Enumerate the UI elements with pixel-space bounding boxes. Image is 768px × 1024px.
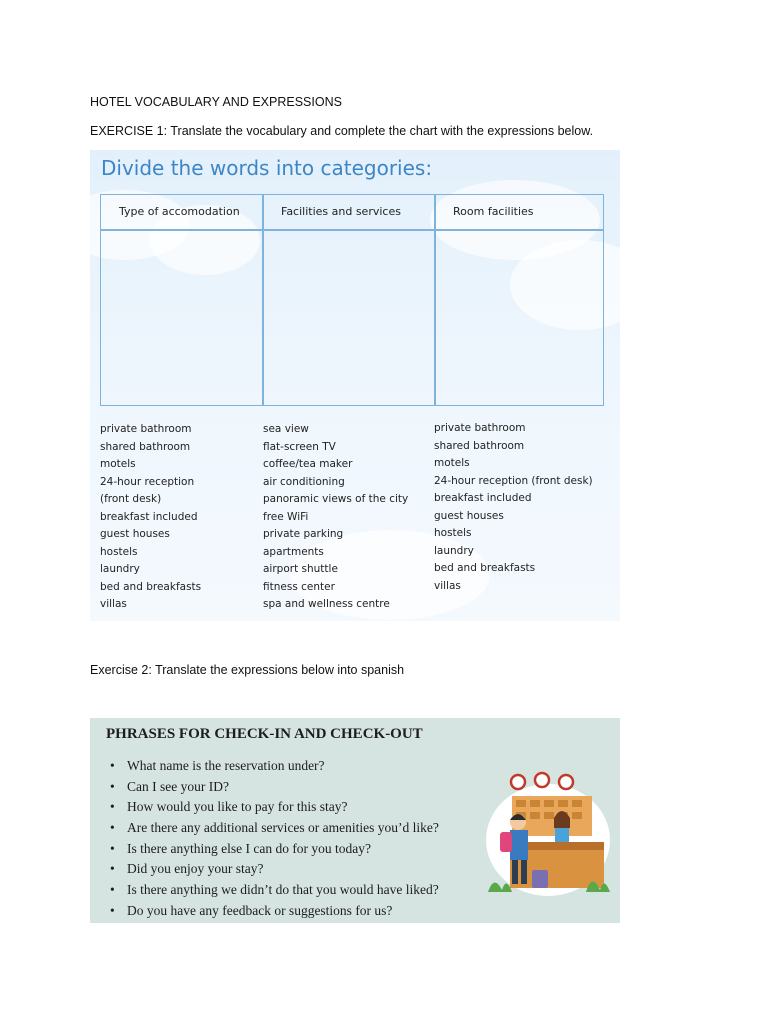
word-item: flat-screen TV [263,440,336,453]
exercise-2-instruction: Exercise 2: Translate the expressions below into spanish [90,663,405,677]
word-item: coffee/tea maker [263,458,353,470]
phrase-text: Is there anything we didn’t do that you would have liked? [127,882,439,898]
word-item: free WiFi [263,510,309,523]
phrases-heading: PHRASES FOR CHECK-IN AND CHECK-OUT [106,726,423,742]
phrase-text: Did you enjoy your stay? [127,861,264,877]
word-item: guest houses [434,509,504,522]
phrase-text: Do you have any feedback or suggestions for us? [127,902,393,918]
hotel-reception-illustration [482,770,614,905]
word-item: motels [434,457,470,469]
word-item: fitness center [263,580,335,593]
word-item: hostels [434,527,472,539]
word-item: bed and breakfasts [100,580,202,593]
header-facilities-and-services: Facilities and services [281,205,401,218]
word-item: villas [100,598,127,610]
categories-worksheet-image [90,150,620,621]
phrase-text: Is there anything else I can do for you today? [127,840,372,856]
word-item: villas [434,579,461,592]
word-item: 24-hour reception (front desk) [434,474,593,487]
phrase-text: Can I see your ID? [127,778,229,794]
phrase-item [110,839,439,860]
word-list-a [100,421,201,614]
word-item: apartments [263,545,324,558]
word-item: panoramic views of the city [263,493,409,505]
word-item: shared bathroom [100,440,191,453]
word-item: bed and breakfasts [434,562,536,574]
phrase-text: Are there any additional services or amenities you’d like? [127,820,439,836]
header-type-of-accommodation: Type of accomodation [119,205,240,218]
word-list-c [434,420,593,595]
word-item: airport shuttle [263,563,338,575]
categories-heading: Divide the words into categories: [101,156,433,180]
phrase-item [110,859,439,880]
phrase-item [110,901,439,922]
phrase-item [110,818,439,839]
phrase-item [110,777,439,798]
word-item: (front desk) [100,493,162,505]
word-item: breakfast included [434,492,532,504]
word-item: private bathroom [100,423,192,435]
word-item: sea view [263,423,309,435]
word-item: spa and wellness centre [263,598,390,610]
phrase-item [110,880,439,901]
word-item: motels [100,458,136,470]
word-item: breakfast included [100,510,198,523]
word-item: laundry [434,544,474,557]
word-item: private parking [263,528,344,540]
word-list-b [263,421,408,614]
table-divider [101,229,603,231]
word-item: 24-hour reception [100,475,195,488]
word-item: private bathroom [434,422,526,434]
word-item: guest houses [100,528,170,540]
word-item: laundry [100,563,140,575]
categories-table [100,194,604,406]
phrase-text: How would you like to pay for this stay? [127,799,348,815]
word-item: shared bathroom [434,439,525,452]
phrase-item [110,756,439,777]
phrases-card-image [90,718,620,923]
header-room-facilities: Room facilities [453,205,534,218]
word-item: hostels [100,545,138,558]
document-title: HOTEL VOCABULARY AND EXPRESSIONS [90,95,342,109]
phrase-item [110,797,439,818]
phrase-text: What name is the reservation under? [127,758,325,773]
phrases-list [110,756,439,922]
word-item: air conditioning [263,475,345,488]
exercise-1-instruction: EXERCISE 1: Translate the vocabulary and complete the chart with the expressions below. [90,124,594,138]
